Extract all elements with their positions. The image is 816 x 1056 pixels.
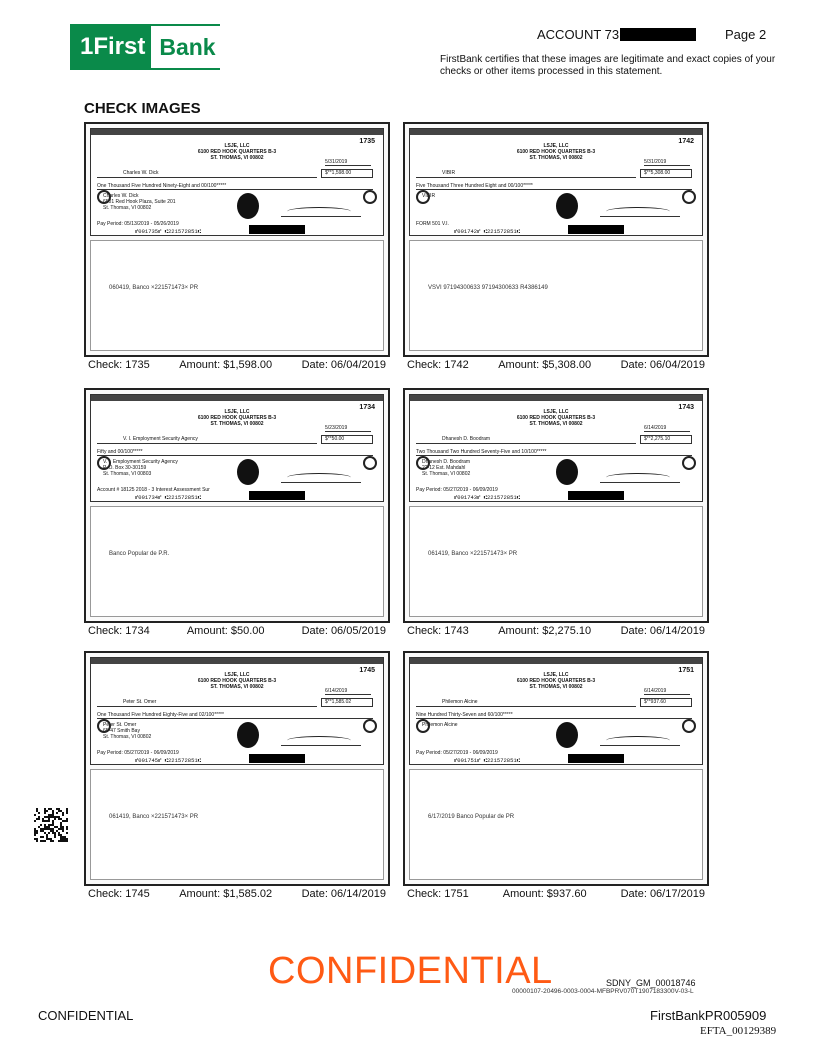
check-address: Peter St. Omer 65-47 Smith Bay St. Thomas, VI 00802: [103, 722, 152, 740]
micr-line: ⑈001743⑈ ⑆221572851⑆: [454, 494, 521, 501]
redaction-bar: [249, 754, 305, 763]
check-address: V. I. Employment Security Agency P. O. Box 30-30159 St. Thomas, VI 00803: [103, 459, 178, 477]
check-address: Philemon Alcine: [422, 722, 458, 728]
confidential-watermark: CONFIDENTIAL: [268, 950, 553, 992]
logo-text-first: 1First: [80, 33, 146, 60]
ring-icon: [97, 456, 111, 470]
check-caption: [403, 888, 709, 900]
check-back: [90, 240, 384, 351]
seal-icon: [556, 459, 578, 485]
check-security-band: [91, 129, 383, 135]
certification-text: FirstBank certifies that these images are legitimate and exact copies of your checks or other items processed in this statement.: [440, 54, 776, 77]
check-amount-label: Amount: $5,308.00: [498, 359, 592, 371]
check-payer: LSJE, LLC 6100 RED HOOK QUARTERS B-3 ST. THOMAS, VI 00802: [197, 409, 277, 427]
ring-icon: [97, 190, 111, 204]
check-amount-label: Amount: $2,275.10: [498, 625, 592, 637]
check-back: [90, 769, 384, 880]
check-memo: Pay Period: 05/13/2019 - 05/26/2019: [97, 221, 179, 227]
endorsement-stamp: Banco Popular de P.R.: [109, 551, 170, 557]
check-amount-words: Two Thousand Two Hundred Seventy-Five and 10/100*****: [416, 448, 692, 456]
ring-icon: [363, 190, 377, 204]
ring-icon: [416, 719, 430, 733]
check-amount-words: One Thousand Five Hundred Ninety-Eight and 00/100*****: [97, 182, 373, 190]
check-security-band: [410, 129, 702, 135]
check-amount: $**5,308.00: [640, 169, 692, 178]
ring-icon: [682, 456, 696, 470]
micr-line: ⑈001734⑈ ⑆221572851⑆: [135, 494, 202, 501]
check-date: 5/31/2019: [644, 159, 690, 166]
check-payee: Peter St. Omer: [97, 698, 317, 707]
check-number: 1743: [678, 404, 694, 411]
check-payer: LSJE, LLC 6100 RED HOOK QUARTERS B-3 ST. THOMAS, VI 00802: [197, 143, 277, 161]
check-image-panel: [403, 388, 709, 623]
check-number: 1751: [678, 667, 694, 674]
check-image-panel: [84, 651, 390, 886]
efta-number: EFTA_00129389: [700, 1025, 777, 1037]
seal-icon: [556, 193, 578, 219]
sdny-stamp: SDNY_GM_00018746: [606, 978, 696, 988]
logo-text-bank: Bank: [151, 26, 223, 68]
check-amount-label: Amount: $1,598.00: [179, 359, 273, 371]
check-number: 1742: [678, 138, 694, 145]
check-back: [90, 506, 384, 617]
ring-icon: [682, 719, 696, 733]
check-front: [409, 657, 703, 765]
page-number: Page 2: [725, 27, 767, 42]
confidential-label: CONFIDENTIAL: [38, 1008, 134, 1023]
check-payee: Dhanesh D. Boodram: [416, 435, 636, 444]
ring-icon: [97, 719, 111, 733]
check-caption: [403, 359, 709, 371]
check-amount-words: Nine Hundred Thirty-Seven and 60/100*****: [416, 711, 692, 719]
signature-icon: [600, 205, 680, 217]
check-amount: $**2,275.10: [640, 435, 692, 444]
check-date: 6/14/2019: [325, 688, 371, 695]
check-number-label: Check: 1735: [88, 359, 150, 371]
check-payer: LSJE, LLC 6100 RED HOOK QUARTERS B-3 ST. THOMAS, VI 00802: [197, 672, 277, 690]
check-date: 5/31/2019: [325, 159, 371, 166]
ring-icon: [363, 456, 377, 470]
signature-icon: [281, 205, 361, 217]
check-front: [409, 128, 703, 236]
redaction-bar: [568, 754, 624, 763]
check-image-panel: [403, 122, 709, 357]
check-number-label: Check: 1751: [407, 888, 469, 900]
check-payer: LSJE, LLC 6100 RED HOOK QUARTERS B-3 ST. THOMAS, VI 00802: [516, 143, 596, 161]
check-memo: Pay Period: 05/27/2019 - 06/09/2019: [416, 750, 498, 756]
check-number-label: Check: 1734: [88, 625, 150, 637]
check-payer: LSJE, LLC 6100 RED HOOK QUARTERS B-3 ST. THOMAS, VI 00802: [516, 409, 596, 427]
check-security-band: [91, 395, 383, 401]
qr-code-icon: [34, 808, 68, 842]
check-memo: Pay Period: 05/27/2019 - 06/09/2019: [416, 487, 498, 493]
endorsement-stamp: 6/17/2019 Banco Popular de PR: [428, 814, 515, 820]
redaction-bar: [568, 225, 624, 234]
endorsement-stamp: 061419, Banco ×221571473× PR: [109, 814, 199, 820]
check-amount-label: Amount: $50.00: [186, 625, 265, 637]
seal-icon: [237, 193, 259, 219]
redaction-bar: [249, 225, 305, 234]
check-amount-words: One Thousand Five Hundred Eighty-Five and 02/100*****: [97, 711, 373, 719]
signature-icon: [281, 734, 361, 746]
check-amount-label: Amount: $1,585.02: [179, 888, 273, 900]
signature-icon: [600, 471, 680, 483]
check-memo: Account # 18125 2018 - 3 Interest Assessment Sur: [97, 487, 210, 493]
firstbank-logo: [70, 24, 220, 70]
check-date-label: Date: 06/04/2019: [620, 359, 705, 371]
check-front: [90, 657, 384, 765]
micr-line: ⑈001742⑈ ⑆221572851⑆: [454, 228, 521, 235]
check-caption: [84, 625, 390, 637]
micr-line: ⑈001735⑈ ⑆221572851⑆: [135, 228, 202, 235]
endorsement-stamp: 061419, Banco ×221571473× PR: [428, 551, 518, 557]
check-date-label: Date: 06/17/2019: [620, 888, 705, 900]
check-image-panel: [84, 122, 390, 357]
check-date: 6/14/2019: [644, 425, 690, 432]
check-amount-words: Five Thousand Three Hundred Eight and 00/100*****: [416, 182, 692, 190]
account-label: ACCOUNT 73: [537, 27, 620, 42]
seal-icon: [237, 722, 259, 748]
check-security-band: [410, 658, 702, 664]
check-front: [90, 394, 384, 502]
check-security-band: [410, 395, 702, 401]
check-number-label: Check: 1743: [407, 625, 469, 637]
ring-icon: [416, 456, 430, 470]
bates-number: FirstBankPR005909: [650, 1008, 767, 1023]
seal-icon: [237, 459, 259, 485]
check-date-label: Date: 06/04/2019: [301, 359, 386, 371]
check-number: 1734: [359, 404, 375, 411]
check-caption: [84, 359, 390, 371]
batch-id: 00000107-20496-0003-0004-MFBPRV070T1907183300V-03-L: [512, 988, 694, 995]
check-amount: $**937.60: [640, 698, 692, 707]
check-amount-label: Amount: $937.60: [502, 888, 587, 900]
redaction-bar: [249, 491, 305, 500]
check-number-label: Check: 1742: [407, 359, 469, 371]
check-caption: [84, 888, 390, 900]
check-back: [409, 506, 703, 617]
check-date-label: Date: 06/05/2019: [301, 625, 386, 637]
section-title: CHECK IMAGES: [84, 100, 201, 117]
check-amount: $**1,598.00: [321, 169, 373, 178]
check-image-panel: [403, 651, 709, 886]
check-address: Dhanesh D. Boodram 22-12 Est. Mahdahl St. Thomas, VI 00802: [422, 459, 471, 477]
check-front: [90, 128, 384, 236]
account-number: [537, 27, 696, 42]
redaction-bar: [568, 491, 624, 500]
check-number-label: Check: 1745: [88, 888, 150, 900]
check-back: [409, 769, 703, 880]
check-date: 5/23/2019: [325, 425, 371, 432]
ring-icon: [682, 190, 696, 204]
check-payer: LSJE, LLC 6100 RED HOOK QUARTERS B-3 ST. THOMAS, VI 00802: [516, 672, 596, 690]
check-memo: FORM 501 V.I.: [416, 221, 449, 227]
check-payee: Philemon Alcine: [416, 698, 636, 707]
check-amount: $**1,585.02: [321, 698, 373, 707]
check-front: [409, 394, 703, 502]
check-number: 1735: [359, 138, 375, 145]
signature-icon: [600, 734, 680, 746]
check-address: Charles W. Dick 6501 Red Hook Plaza, Suite 201 St. Thomas, VI 00802: [103, 193, 176, 211]
check-date-label: Date: 06/14/2019: [620, 625, 705, 637]
check-memo: Pay Period: 05/27/2019 - 06/09/2019: [97, 750, 179, 756]
check-number: 1745: [359, 667, 375, 674]
check-image-panel: [84, 388, 390, 623]
seal-icon: [556, 722, 578, 748]
signature-icon: [281, 471, 361, 483]
ring-icon: [416, 190, 430, 204]
ring-icon: [363, 719, 377, 733]
check-caption: [403, 625, 709, 637]
redaction-bar: [620, 28, 696, 41]
check-security-band: [91, 658, 383, 664]
micr-line: ⑈001745⑈ ⑆221572851⑆: [135, 757, 202, 764]
endorsement-stamp: VSVI 97194300633 97194300633 R4386149: [428, 285, 548, 291]
check-date-label: Date: 06/14/2019: [301, 888, 386, 900]
check-amount-words: Fifty and 00/100*****: [97, 448, 373, 456]
check-amount: $**50.00: [321, 435, 373, 444]
micr-line: ⑈001751⑈ ⑆221572851⑆: [454, 757, 521, 764]
check-date: 6/14/2019: [644, 688, 690, 695]
check-payee: Charles W. Dick: [97, 169, 317, 178]
check-back: [409, 240, 703, 351]
check-payee: VIBIR: [416, 169, 636, 178]
check-address: VIBIR: [422, 193, 436, 199]
endorsement-stamp: 060419, Banco ×221571473× PR: [109, 285, 199, 291]
check-payee: V. I. Employment Security Agency: [97, 435, 317, 444]
